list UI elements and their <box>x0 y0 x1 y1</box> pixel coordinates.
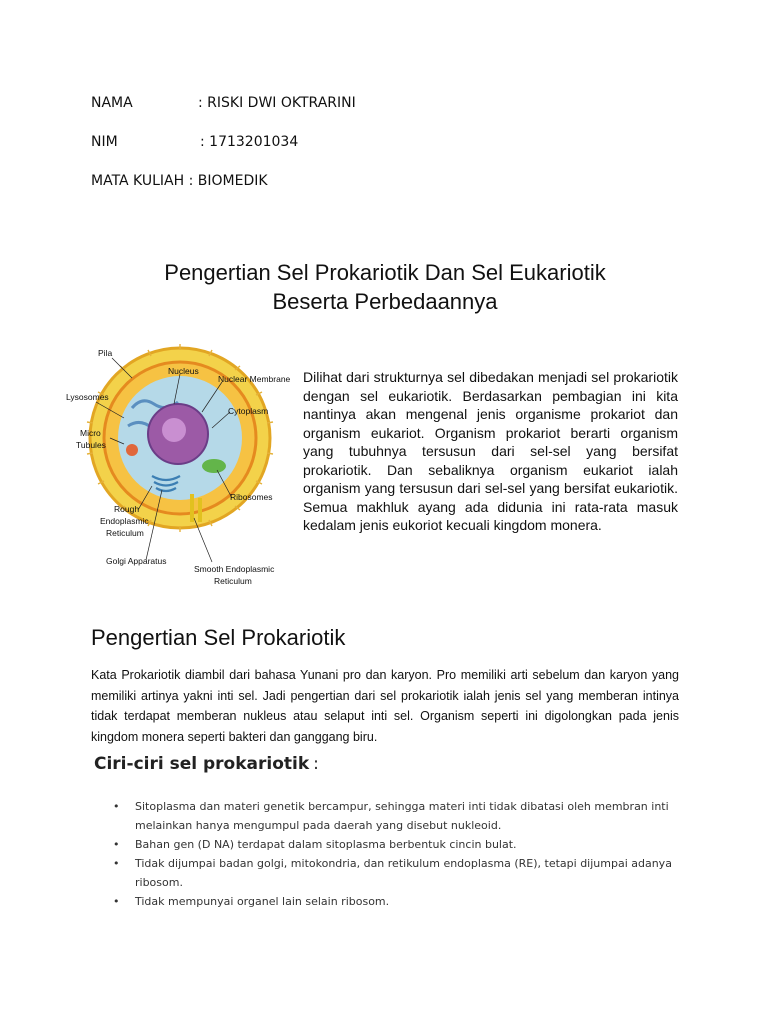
nim-label: NIM <box>91 134 118 150</box>
list-item <box>113 854 683 892</box>
list-item-text: Bahan gen (D NA) terdapat dalam sitoplasma berbentuk cincin bulat. <box>135 838 517 851</box>
label-pila: Pila <box>98 348 113 358</box>
cell-diagram <box>62 338 292 600</box>
smooth-er-rod <box>198 498 202 522</box>
label-reticulum: Reticulum <box>106 528 144 538</box>
section-heading: Pengertian Sel Prokariotik <box>91 625 346 650</box>
label-micro: Micro <box>80 428 101 438</box>
name-value: : RISKI DWI OKTRARINI <box>198 95 356 111</box>
nim-value: : 1713201034 <box>200 134 299 150</box>
label-smooth-reticulum: Reticulum <box>214 576 252 586</box>
label-rough: Rough <box>114 504 140 514</box>
list-item <box>113 797 683 835</box>
list-item <box>113 892 683 911</box>
cell-diagram-svg <box>62 338 292 600</box>
ciri-heading <box>94 754 319 774</box>
name-row <box>91 95 356 111</box>
list-item-text: Tidak dijumpai badan golgi, mitokondria, dan retikulum endoplasma (RE), tetapi dijumpai adanya ribosom. <box>135 857 672 889</box>
ciri-heading-text: Ciri-ciri sel prokariotik <box>94 754 310 774</box>
course-row <box>91 173 268 189</box>
smooth-er-rod <box>190 494 194 522</box>
label-endoplasmic: Endoplasmic <box>100 516 149 526</box>
page-title <box>90 258 680 316</box>
ciri-heading-colon: : <box>313 754 319 774</box>
lysosome <box>126 444 138 456</box>
label-nucleus: Nucleus <box>168 366 199 376</box>
name-label: NAMA <box>91 95 133 111</box>
label-nuclear-membrane: Nuclear Membrane <box>218 374 291 384</box>
label-cytoplasm: Cytoplasm <box>228 406 269 416</box>
list-item <box>113 835 683 854</box>
title-line-2: Beserta Perbedaannya <box>272 289 498 314</box>
bullet-icon: • <box>113 800 120 813</box>
list-item-text: Sitoplasma dan materi genetik bercampur, sehingga materi inti tidak dibatasi oleh membran inti melainkan hanya mengumpul pada daerah yang disebut nukleoid. <box>135 800 669 832</box>
ribosome-cluster <box>202 459 226 473</box>
label-ribosomes: Ribosomes <box>230 492 273 502</box>
label-golgi: Golgi Apparatus <box>106 556 167 566</box>
bullet-icon: • <box>113 838 120 851</box>
title-line-1: Pengertian Sel Prokariotik Dan Sel Eukariotik <box>164 260 606 285</box>
list-item-text: Tidak mempunyai organel lain selain ribosom. <box>135 895 390 908</box>
bullet-icon: • <box>113 857 120 870</box>
ciri-list <box>113 797 683 911</box>
bullet-icon: • <box>113 895 120 908</box>
label-lysosomes: Lysosomes <box>66 392 109 402</box>
course-text: MATA KULIAH : BIOMEDIK <box>91 173 268 189</box>
section-body: Kata Prokariotik diambil dari bahasa Yunani pro dan karyon. Pro memiliki arti sebelum dan karyon yang memiliki artinya yakni inti sel. Jadi pengertian dari sel prokariotik ialah jenis sel yang memberan intinya tidak terdapat memberan nukleus atau selaput inti sel. Organism seperti ini digolongkan pada jenis kingdom monera seperti bakteri dan ganggang biru. <box>91 668 679 744</box>
intro-paragraph: Dilihat dari strukturnya sel dibedakan menjadi sel prokariotik dengan sel eukariotik. Berdasarkan pembagian ini kita nantinya akan mengenal jenis organisme prokariot dan organism eukariot. Organism prokariot berarti organism yang tubuhnya tersusun dari sel-sel yang bersifat prokariotik. Dan sebaliknya organism eukariot ialah organism yang tersusun dari sel-sel yang bersifat eukariotik. Semua makhluk ayang ada didunia ini rata-rata masuk kedalam jenis eukoriot kecuali kingdom monera. <box>303 369 678 533</box>
nucleolus <box>162 418 186 442</box>
nim-row <box>91 134 299 150</box>
label-tubules: Tubules <box>76 440 106 450</box>
label-smooth-er: Smooth Endoplasmic <box>194 564 275 574</box>
